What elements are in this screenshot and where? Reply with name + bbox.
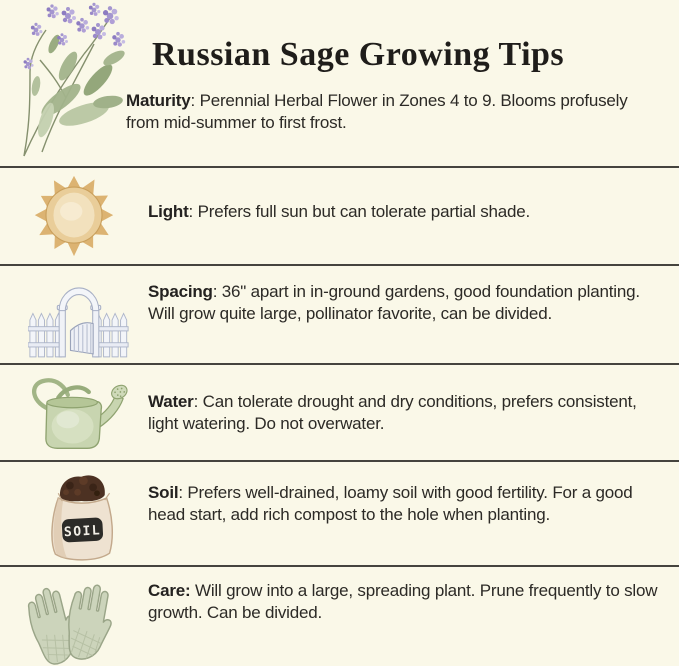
section-icon-cell xyxy=(0,168,148,264)
maturity-text: Perennial Herbal Flower in Zones 4 to 9. Blooms profusely from mid-summer to first frost. xyxy=(126,91,628,132)
garden-gate-icon xyxy=(28,282,130,360)
label-separator: : xyxy=(178,482,188,502)
label-separator: : xyxy=(212,281,222,301)
soil-entry xyxy=(148,482,676,526)
section-icon-cell xyxy=(0,266,148,363)
label-separator: : xyxy=(193,391,203,411)
section-icon-cell xyxy=(0,462,148,565)
header-section xyxy=(0,0,679,166)
soil-text: Prefers well-drained, loamy soil with good fertility. For a good head start, add rich compost to the hole when planting. xyxy=(148,482,633,524)
light-label: Light xyxy=(148,202,189,221)
label-separator: : xyxy=(190,91,200,110)
maturity-label: Maturity xyxy=(126,91,191,110)
spacing-label: Spacing xyxy=(148,281,213,301)
water-label: Water xyxy=(148,391,194,411)
maturity-entry xyxy=(126,90,634,134)
label-separator: : xyxy=(188,202,198,221)
section-water xyxy=(0,363,679,460)
garden-gloves-icon xyxy=(24,575,125,666)
light-text: Prefers full sun but can tolerate partial shade. xyxy=(197,202,531,221)
spacing-entry xyxy=(148,281,676,325)
light-entry xyxy=(148,201,676,223)
soil-bag-icon xyxy=(37,466,126,563)
water-entry xyxy=(148,391,676,435)
page-title: Russian Sage Growing Tips xyxy=(152,36,565,73)
soil-bag-label: SOIL xyxy=(63,523,102,541)
section-spacing xyxy=(0,264,679,363)
soil-label: Soil xyxy=(148,482,179,502)
section-care xyxy=(0,565,679,666)
spacing-text: 36" apart in in-ground gardens, good foundation planting. Will grow quite large, pollinator favorite, can be divided. xyxy=(148,281,640,323)
section-icon-cell xyxy=(0,365,148,460)
section-icon-cell xyxy=(0,567,148,666)
watering-can-icon xyxy=(18,372,131,454)
section-soil xyxy=(0,460,679,565)
section-light xyxy=(0,166,679,264)
care-label: Care: xyxy=(148,580,191,600)
care-text: Will grow into a large, spreading plant. Prune frequently to slow growth. Can be divided. xyxy=(148,580,658,622)
russian-sage-plant-icon xyxy=(6,2,138,160)
water-text: Can tolerate drought and dry conditions, prefers consistent, light watering. Do not overwater. xyxy=(148,391,637,433)
care-entry xyxy=(148,580,676,624)
sun-icon xyxy=(27,174,121,258)
